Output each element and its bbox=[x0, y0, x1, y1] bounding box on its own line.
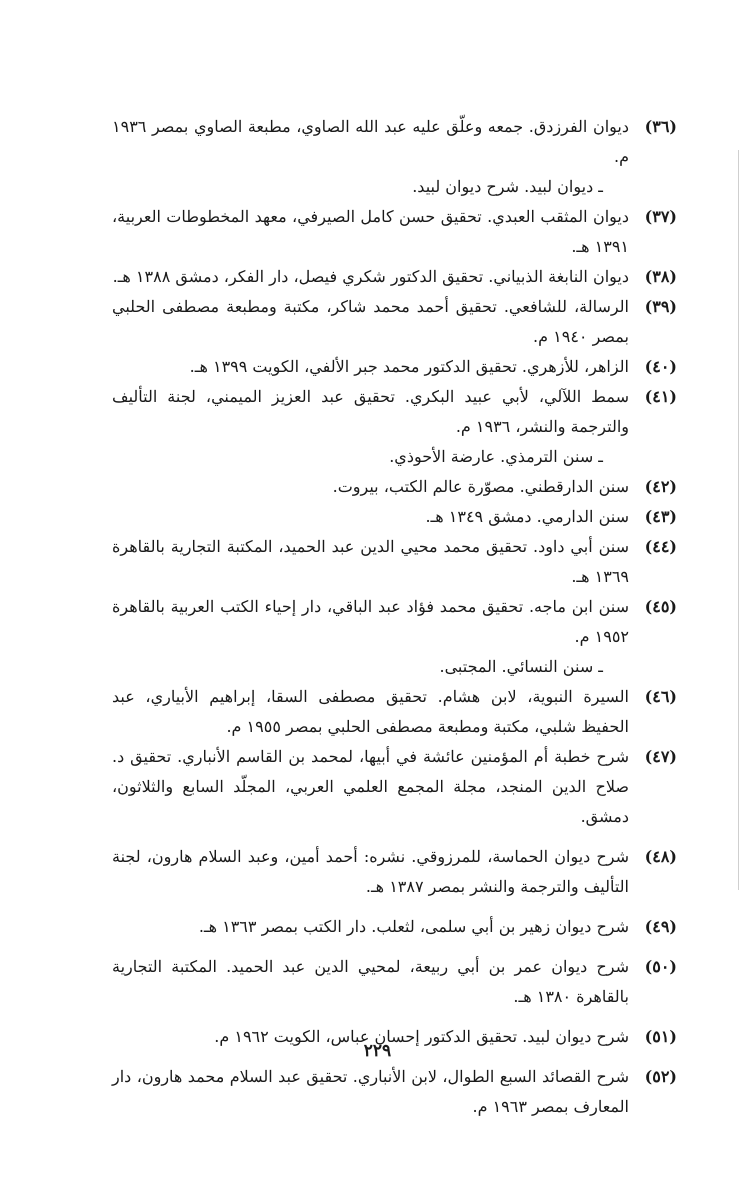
entry-text: سمط اللآلي، لأبي عبيد البكري. تحقيق عبد العزيز الميمني، لجنة التأليف والترجمة والنشر، ١٩٣٦ م. bbox=[112, 387, 629, 436]
entry-number: (٤١) bbox=[644, 387, 677, 406]
bibliography-entry-40 bbox=[112, 352, 677, 382]
entry-number: (٤٤) bbox=[644, 537, 677, 556]
bibliography-entry-46 bbox=[112, 682, 677, 742]
bibliography-entry-38 bbox=[112, 262, 677, 292]
entry-text: ديوان المثقب العبدي. تحقيق حسن كامل الصيرفي، معهد المخطوطات العربية، ١٣٩١ هـ. bbox=[112, 207, 629, 256]
entry-text: شرح القصائد السبع الطوال، لابن الأنباري. تحقيق عبد السلام محمد هارون، دار المعارف بمصر ١٩٦٣ م. bbox=[112, 1067, 629, 1116]
entry-number: (٣٧) bbox=[644, 207, 677, 226]
bibliography-entry-36 bbox=[112, 112, 677, 172]
entry-text: شرح ديوان عمر بن أبي ربيعة، لمحيي الدين عبد الحميد. المكتبة التجارية بالقاهرة ١٣٨٠ هـ. bbox=[112, 957, 629, 1006]
entry-text: سنن أبي داود. تحقيق محمد محيي الدين عبد الحميد، المكتبة التجارية بالقاهرة ١٣٦٩ هـ. bbox=[112, 537, 629, 586]
cross-reference: ـ ديوان لبيد. شرح ديوان لبيد. bbox=[412, 177, 603, 196]
bibliography-entry-37 bbox=[112, 202, 677, 262]
entry-text: السيرة النبوية، لابن هشام. تحقيق مصطفى السقا، إبراهيم الأبياري، عبد الحفيظ شلبي، مكتبة ومطبعة مصطفى الحلبي بمصر ١٩٥٥ م. bbox=[112, 687, 629, 736]
entry-number: (٣٨) bbox=[644, 267, 677, 286]
cross-reference: ـ سنن الترمذي. عارضة الأحوذي. bbox=[389, 447, 603, 466]
entry-text: سنن الدارمي. دمشق ١٣٤٩ هـ. bbox=[425, 507, 629, 526]
entry-number: (٤٣) bbox=[644, 507, 677, 526]
entry-text: ديوان الفرزدق. جمعه وعلّق عليه عبد الله الصاوي، مطبعة الصاوي بمصر ١٩٣٦ م. bbox=[112, 117, 629, 166]
bibliography-list bbox=[112, 112, 677, 1122]
entry-text: ديوان النابغة الذبياني. تحقيق الدكتور شكري فيصل، دار الفكر، دمشق ١٣٨٨ هـ. bbox=[112, 267, 629, 286]
entry-text: الزاهر، للأزهري. تحقيق الدكتور محمد جبر الألفي، الكويت ١٣٩٩ هـ. bbox=[189, 357, 629, 376]
bibliography-entry-39 bbox=[112, 292, 677, 352]
entry-number: (٥٢) bbox=[644, 1067, 677, 1086]
entry-number: (٥١) bbox=[644, 1027, 677, 1046]
entry-text: شرح ديوان لبيد. تحقيق الدكتور إحسان عباس، الكويت ١٩٦٢ م. bbox=[214, 1027, 629, 1046]
entry-text: شرح ديوان الحماسة، للمرزوقي. نشره: أحمد أمين، وعبد السلام هارون، لجنة التأليف والترجمة والنشر بمصر ١٣٨٧ هـ. bbox=[112, 847, 629, 896]
entry-number: (٣٦) bbox=[644, 117, 677, 136]
bibliography-entry-42 bbox=[112, 472, 677, 502]
bibliography-entry-44 bbox=[112, 532, 677, 592]
entry-text: شرح خطبة أم المؤمنين عائشة في أبيها، لمحمد بن القاسم الأنباري. تحقيق د. صلاح الدين المنجد، مجلة المجمع العلمي العربي، المجلّد السابع والثلاثون، دمشق. bbox=[112, 747, 630, 826]
entry-number: (٤٢) bbox=[644, 477, 677, 496]
entry-number: (٣٩) bbox=[644, 297, 677, 316]
page-number: ٢٢٩ bbox=[363, 1041, 392, 1061]
entry-number: (٤٧) bbox=[644, 747, 677, 766]
cross-reference: ـ سنن النسائي. المجتبى. bbox=[439, 657, 603, 676]
entry-number: (٤٦) bbox=[644, 687, 677, 706]
entry-number: (٤٠) bbox=[644, 357, 677, 376]
entry-text: شرح ديوان زهير بن أبي سلمى، لثعلب. دار الكتب بمصر ١٣٦٣ هـ. bbox=[198, 917, 629, 936]
entry-text: سنن الدارقطني. مصوّرة عالم الكتب، بيروت. bbox=[332, 477, 629, 496]
entry-number: (٤٩) bbox=[644, 917, 677, 936]
bibliography-entry-45 bbox=[112, 592, 677, 652]
bibliography-entry-52 bbox=[112, 1062, 677, 1122]
bibliography-entry-43 bbox=[112, 502, 677, 532]
bibliography-entry-41 bbox=[112, 382, 677, 442]
entry-text: سنن ابن ماجه. تحقيق محمد فؤاد عبد الباقي، دار إحياء الكتب العربية بالقاهرة ١٩٥٢ م. bbox=[112, 597, 629, 646]
bibliography-entry-47 bbox=[112, 742, 677, 832]
entry-number: (٤٥) bbox=[644, 597, 677, 616]
bibliography-entry-50 bbox=[112, 952, 677, 1012]
bibliography-entry-49 bbox=[112, 912, 677, 942]
entry-number: (٥٠) bbox=[644, 957, 677, 976]
bibliography-entry-48 bbox=[112, 842, 677, 902]
scan-edge-line bbox=[738, 150, 739, 890]
entry-text: الرسالة، للشافعي. تحقيق أحمد محمد شاكر، مكتبة ومطبعة مصطفى الحلبي بمصر ١٩٤٠ م. bbox=[112, 297, 629, 346]
entry-number: (٤٨) bbox=[644, 847, 677, 866]
